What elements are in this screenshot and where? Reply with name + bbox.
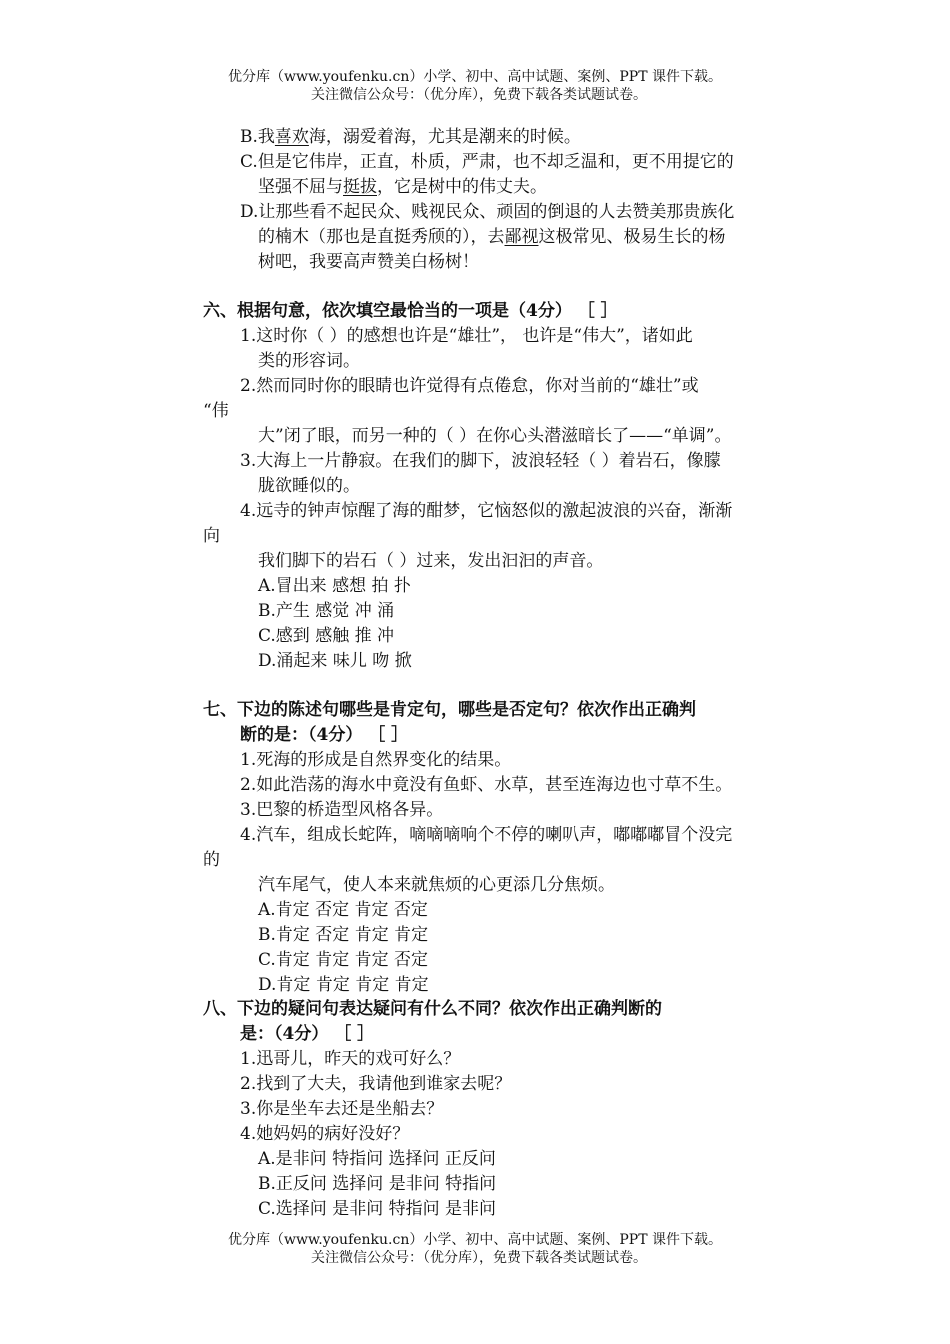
- option-d-line-1: D.让那些看不起民众、贱视民众、顽固的倒退的人去赞美那贵族化: [240, 202, 735, 222]
- footer-line-2: 关注微信公众号：（优分库），免费下载各类试题试卷。: [311, 1250, 647, 1266]
- s6-sentence-4-line-3: 我们脚下的岩石（ ）过来，发出汩汩的声音。: [258, 551, 604, 571]
- header-line-2: 关注微信公众号：（优分库），免费下载各类试题试卷。: [311, 87, 647, 103]
- option-d-line-3: 树吧，我要高声赞美白杨树！: [258, 252, 479, 272]
- s8-sentence-3: 3.你是坐车去还是坐船去？: [240, 1099, 444, 1119]
- s6-sentence-3-line-2: 胧欲睡似的。: [258, 476, 360, 496]
- s6-option-c: C.感到 感触 推 冲: [258, 626, 395, 646]
- section-7-title-line-1: 七、下边的陈述句哪些是肯定句，哪些是否定句？依次作出正确判: [203, 700, 696, 720]
- s8-sentence-1: 1.迅哥儿，昨天的戏可好么？: [240, 1049, 461, 1069]
- option-d-line-2: [258, 226, 726, 248]
- s7-sentence-4-line-1: 4.汽车，组成长蛇阵，嘀嘀嘀响个不停的喇叭声，嘟嘟嘟冒个没完: [240, 825, 733, 845]
- s7-option-b: B.肯定 否定 肯定 肯定: [258, 925, 429, 945]
- s6-sentence-4-line-1: 4.远寺的钟声惊醒了海的酣梦，它恼怒似的激起波浪的兴奋，渐渐: [240, 501, 733, 521]
- section-8-title-line-2: 是：（4分） ［ ］: [240, 1024, 375, 1044]
- option-b-suffix: 海，溺爱着海，尤其是潮来的时候。: [308, 127, 581, 147]
- section-8-title-line-1: 八、下边的疑问句表达疑问有什么不同？依次作出正确判断的: [203, 999, 662, 1019]
- option-c-prefix: 坚强不屈与: [258, 177, 343, 197]
- s7-option-a: A.肯定 否定 肯定 否定: [258, 900, 428, 920]
- option-c-line-2: [258, 176, 547, 198]
- s7-sentence-2: 2.如此浩荡的海水中竟没有鱼虾、水草，甚至连海边也寸草不生。: [240, 775, 733, 795]
- s6-sentence-2-line-2: “伟: [203, 401, 229, 421]
- s8-option-b: B.正反问 选择问 是非问 特指问: [258, 1174, 497, 1194]
- option-c-underlined-word: 挺拔: [343, 177, 377, 197]
- footer-line-1: 优分库（www.youfenku.cn）小学、初中、高中试题、案例、PPT 课件下载。: [227, 1232, 722, 1248]
- s6-sentence-3-line-1: 3.大海上一片静寂。在我们的脚下，波浪轻轻（ ）着岩石，像朦: [240, 451, 721, 471]
- option-c-line-1: C.但是它伟岸，正直，朴质，严肃，也不却乏温和，更不用提它的: [240, 152, 734, 172]
- s7-sentence-1: 1.死海的形成是自然界变化的结果。: [240, 750, 512, 770]
- s7-option-d: D.肯定 肯定 肯定 肯定: [258, 975, 429, 995]
- option-c-suffix: ，它是树中的伟丈夫。: [377, 177, 547, 197]
- section-6-title: 六、根据句意，依次填空最恰当的一项是（4分） ［ ］: [203, 301, 618, 321]
- s6-sentence-2-line-1: 2.然而同时你的眼睛也许觉得有点倦怠，你对当前的“雄壮”或: [240, 376, 699, 396]
- option-d-underlined-word: 鄙视: [504, 227, 539, 247]
- option-b-underlined-word: 喜欢: [274, 127, 309, 147]
- s6-option-d: D.涌起来 味儿 吻 掀: [258, 651, 412, 671]
- header-line-1: 优分库（www.youfenku.cn）小学、初中、高中试题、案例、PPT 课件下载。: [227, 69, 722, 85]
- s7-sentence-3: 3.巴黎的桥造型风格各异。: [240, 800, 444, 820]
- page-header: [0, 68, 950, 104]
- s7-option-c: C.肯定 肯定 肯定 否定: [258, 950, 429, 970]
- section-7-title-line-2: 断的是：（4分） ［ ］: [240, 725, 409, 745]
- option-d-prefix: 的楠木（那也是直挺秀颀的），去: [258, 227, 505, 247]
- s6-sentence-1-line-2: 类的形容词。: [258, 351, 360, 371]
- s8-sentence-4: 4.她妈妈的病好没好？: [240, 1124, 410, 1144]
- option-b-prefix: B.我: [240, 127, 275, 147]
- s7-sentence-4-line-3: 汽车尾气，使人本来就焦烦的心更添几分焦烦。: [258, 875, 615, 895]
- option-b: [240, 126, 581, 148]
- s8-option-a: A.是非问 特指问 选择问 正反问: [258, 1149, 496, 1169]
- page-footer: [0, 1231, 950, 1267]
- s6-sentence-2-line-3: 大”闭了眼，而另一种的（ ）在你心头潜滋暗长了——“单调”。: [258, 426, 732, 446]
- s6-sentence-4-line-2: 向: [203, 526, 220, 546]
- s6-option-b: B.产生 感觉 冲 涌: [258, 601, 395, 621]
- s6-option-a: A.冒出来 感想 拍 扑: [258, 576, 411, 596]
- s8-sentence-2: 2.找到了大夫，我请他到谁家去呢？: [240, 1074, 512, 1094]
- option-d-suffix: 这极常见、极易生长的杨: [538, 227, 726, 247]
- s8-option-c: C.选择问 是非问 特指问 是非问: [258, 1199, 497, 1219]
- s7-sentence-4-line-2: 的: [203, 850, 220, 870]
- s6-sentence-1-line-1: 1.这时你（ ）的感想也许是“雄壮”， 也许是“伟大”，诸如此: [240, 326, 693, 346]
